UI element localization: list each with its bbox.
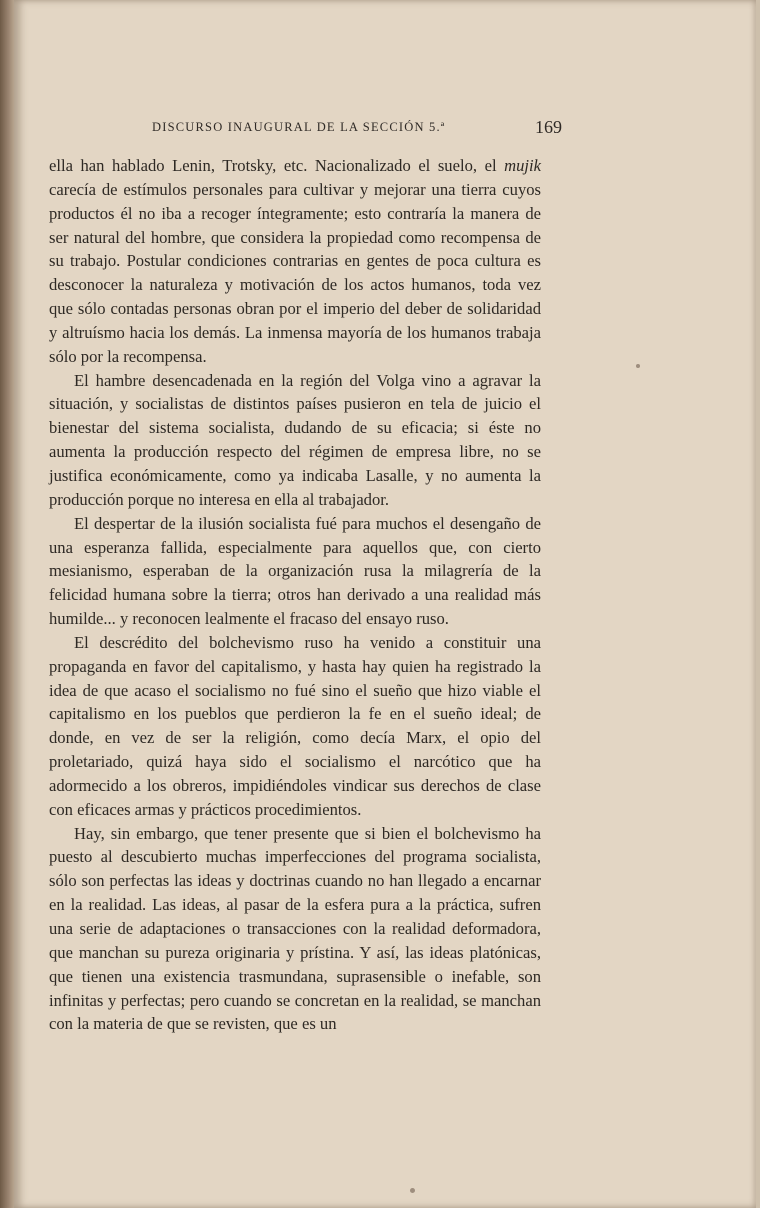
paragraph-1-start: ella han hablado Lenin, Trotsky, etc. Nacionalizado el suelo, el [49, 156, 505, 175]
running-head-title: DISCURSO INAUGURAL DE LA SECCIÓN 5.ª [152, 120, 446, 134]
paragraph-4: El descrédito del bolchevismo ruso ha venido a constituir una propaganda en favor del capitalismo, y hasta hay quien ha registrado la idea de que acaso el socialismo no fué sino el sueño que hizo viable el capitalismo en los pueblos que perdieron la fe en el sueño ideal; de donde, en vez de ser la religión, como decía Marx, el opio del proletariado, quizá haya sido el socialismo el narcótico que ha adormecido a los obreros, impidiéndoles vindicar sus derechos de clase con eficaces armas y prácticos procedimientos. [49, 632, 541, 819]
body-text [49, 154, 541, 1036]
paragraph-1 [49, 154, 541, 369]
book-gutter-edge [0, 0, 14, 1208]
paragraph-2: El hambre desencadenada en la región del Volga vino a agravar la situación, y socialistas de distintos países pusieron en tela de juicio el bienestar del sistema socialista, dudando de su eficacia; si éste no aumenta la producción respecto del régimen de empresa libre, no se justifica económicamente, como ya indicaba Lasalle, y no aumenta la producción porque no interesa en ella al trabajador. [49, 370, 541, 509]
paper-spot [410, 1188, 415, 1193]
paragraph-1-rest: carecía de estímulos personales para cultivar y mejorar una tierra cuyos productos él no iba a recoger íntegramente; esto contraría la manera de ser natural del hombre, que considera la propiedad como recompensa de su trabajo. Postular condiciones contrarias en gentes de poca cultura es desconocer la naturaleza y motivación de los actos humanos, toda vez que sólo contadas personas obran por el imperio del deber de solidaridad y altruísmo hacia los demás. La inmensa mayoría de los humanos trabaja sólo por la recompensa. [49, 179, 541, 366]
running-header [152, 118, 572, 136]
paragraph-3: El despertar de la ilusión socialista fué para muchos el desengaño de una esperanza fallida, especialmente para aquellos que, con cierto mesianismo, esperaban de la organización rusa la milagrería de la felicidad humana sobre la tierra; otros han derivado a una realidad más humilde... y reconocen lealmente el fracaso del ensayo ruso. [49, 513, 541, 629]
page-number: 169 [535, 117, 562, 137]
italic-term: mujik [504, 156, 541, 175]
paper-spot [636, 364, 640, 368]
paragraph-5: Hay, sin embargo, que tener presente que si bien el bolchevismo ha puesto al descubierto muchas imperfecciones del programa socialista, sólo son perfectas las ideas y doctrinas cuando no han llegado a encarnar en la realidad. Las ideas, al pasar de la esfera pura a la práctica, sufren una serie de adaptaciones o transacciones con la realidad deformadora, que manchan su pureza originaria y prístina. Y así, las ideas platónicas, que tienen una existencia trasmundana, suprasensible o inefable, son infinitas y perfectas; pero cuando se concretan en la realidad, se manchan con la materia de que se revisten, que es un [49, 823, 541, 1034]
